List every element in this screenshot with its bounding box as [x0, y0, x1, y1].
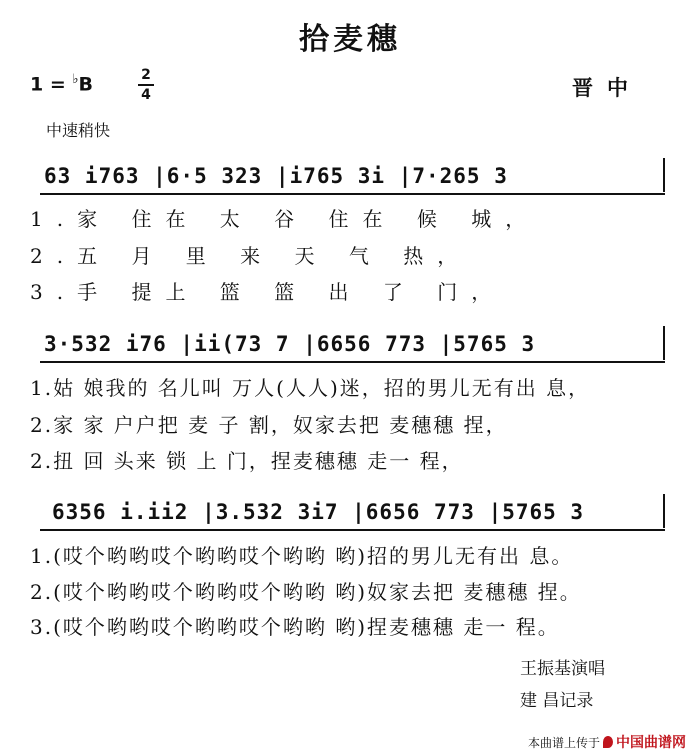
system-2-lyric-1: 1.姑 娘我的 名儿叫 万人(人人)迷，招的男儿无有出 息，	[30, 376, 591, 400]
system-1-lyric-2: 2.五 月 里 来 天 气 热，	[30, 244, 472, 268]
system-2-lyric-3: 2.扭 回 头来 锁 上 门，捏麦穗穗 走一 程，	[30, 449, 464, 473]
system-3-lyric-2: 2.(哎个哟哟哎个哟哟哎个哟哟 哟)奴家去把 麦穗穗 捏。	[30, 580, 582, 604]
song-title: 拾麦穗	[299, 22, 401, 57]
key-tonic: B	[78, 73, 93, 96]
tempo-marking: 中速稍快	[46, 121, 111, 140]
system-1-lyric-1: 1.家 住在 太 谷 住在 候 城，	[30, 207, 540, 231]
flame-logo-icon	[603, 736, 613, 748]
flat-sign: ♭	[72, 72, 79, 87]
time-signature-top: 2	[141, 67, 151, 83]
site-logo[interactable]: 中国曲谱网	[616, 735, 686, 751]
system-2-end-barline	[663, 326, 665, 360]
time-signature-bottom: 4	[141, 87, 151, 103]
region-label: 晋中	[572, 75, 642, 100]
system-1-notes: 63 i763 |6·5 323 |i765 3i |7·265 3	[44, 164, 508, 188]
system-3-notes: 6356 i.ii2 |3.532 3i7 |6656 773 |5765 3	[52, 500, 585, 524]
footer-watermark	[528, 732, 686, 752]
key-prefix: 1 =	[30, 73, 73, 96]
footer-text: 本曲谱上传于	[527, 736, 600, 750]
singer-credit: 王振基演唱	[520, 659, 605, 679]
recorder-credit: 建 昌记录	[520, 691, 594, 711]
system-2-underline	[40, 361, 665, 363]
system-3-lyric-3: 3.(哎个哟哟哎个哟哟哎个哟哟 哟)捏麦穗穗 走一 程。	[30, 615, 560, 639]
time-signature	[138, 68, 154, 102]
system-1-underline	[40, 193, 665, 195]
system-3-underline	[40, 529, 665, 531]
key-signature	[30, 72, 93, 95]
system-2-lyric-2: 2.家 家 户户把 麦 子 割，奴家去把 麦穗穗 捏，	[30, 413, 508, 437]
system-1-end-barline	[663, 158, 665, 192]
system-2-notes: 3·532 i76 |ii(73 7 |6656 773 |5765 3	[44, 332, 536, 356]
system-3-end-barline	[663, 494, 665, 528]
system-1-lyric-3: 3.手 提上 篮 篮 出 了 门，	[30, 280, 506, 304]
system-3-lyric-1: 1.(哎个哟哟哎个哟哟哎个哟哟 哟)招的男儿无有出 息。	[30, 544, 574, 568]
